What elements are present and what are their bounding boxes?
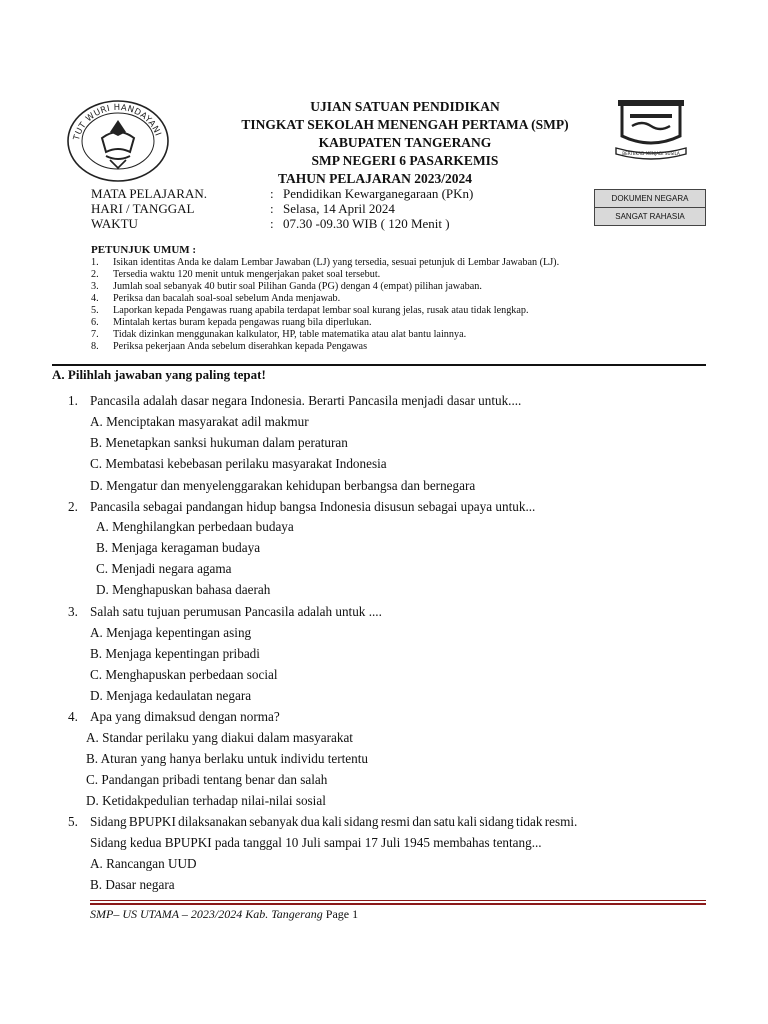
item-number: 4. bbox=[91, 293, 99, 304]
option-c[interactable]: C. Menghapuskan perbedaan social bbox=[90, 667, 278, 682]
question-number: 1. bbox=[68, 393, 78, 408]
option-d[interactable]: D. Ketidakpedulian terhadap nilai-nilai sosial bbox=[86, 793, 326, 808]
info-value: Selasa, 14 April 2024 bbox=[283, 201, 395, 216]
option-a[interactable]: A. Menciptakan masyarakat adil makmur bbox=[90, 414, 309, 429]
exam-header-title bbox=[150, 98, 660, 188]
question-number: 3. bbox=[68, 604, 78, 619]
option-c[interactable]: C. Pandangan pribadi tentang benar dan salah bbox=[86, 772, 328, 787]
footer-rule bbox=[90, 903, 706, 905]
question-5-continued: Sidang kedua BPUPKI pada tanggal 10 Juli sampai 17 Juli 1945 membahas tentang... bbox=[90, 835, 542, 850]
item-text: Periksa dan bacalah soal-soal sebelum Anda menjawab. bbox=[113, 293, 341, 304]
info-value: 07.30 -09.30 WIB ( 120 Menit ) bbox=[283, 216, 450, 231]
option-a[interactable]: A. Menghilangkan perbedaan budaya bbox=[96, 519, 294, 534]
page-footer bbox=[90, 907, 358, 922]
option-a[interactable]: A. Rancangan UUD bbox=[90, 856, 197, 871]
question-number: 4. bbox=[68, 709, 78, 724]
item-text: Tidak dizinkan menggunakan kalkulator, HP, table matematika atau alat bantu lainnya. bbox=[113, 329, 467, 340]
logo-left-text: TUT WURI HANDAYANI bbox=[71, 102, 163, 142]
item-number: 5. bbox=[91, 305, 99, 316]
title-line-4: SMP NEGERI 6 PASARKEMIS bbox=[311, 153, 499, 168]
page-number: Page 1 bbox=[325, 907, 359, 921]
section-title: A. Pilihlah jawaban yang paling tepat! bbox=[52, 367, 266, 382]
item-number: 1. bbox=[91, 257, 99, 268]
info-label: WAKTU bbox=[91, 216, 138, 231]
question-text: Salah satu tujuan perumusan Pancasila adalah untuk .... bbox=[90, 604, 382, 619]
question-text: Pancasila sebagai pandangan hidup bangsa Indonesia disusun sebagai upaya untuk... bbox=[90, 499, 536, 514]
option-a[interactable]: A. Standar perilaku yang diakui dalam masyarakat bbox=[86, 730, 353, 745]
option-b[interactable]: B. Menjaga kepentingan pribadi bbox=[90, 646, 260, 661]
info-colon: : bbox=[270, 186, 274, 201]
item-number: 6. bbox=[91, 317, 99, 328]
item-text: Mintalah kertas buram kepada pengawas ruang bila diperlukan. bbox=[113, 317, 372, 328]
item-text: Isikan identitas Anda ke dalam Lembar Jawaban (LJ) yang tersedia, sesuai petunjuk di Lembar Jawaban (LJ). bbox=[113, 257, 560, 268]
info-label: MATA PELAJARAN. bbox=[91, 186, 207, 201]
section-divider bbox=[52, 364, 706, 366]
info-label: HARI / TANGGAL bbox=[91, 201, 195, 216]
info-colon: : bbox=[270, 201, 274, 216]
petunjuk-title: PETUNJUK UMUM : bbox=[91, 244, 197, 256]
question-number: 5. bbox=[68, 814, 78, 829]
item-text: Periksa pekerjaan Anda sebelum diserahkan kepada Pengawas bbox=[113, 341, 368, 352]
question-number: 2. bbox=[68, 499, 78, 514]
option-c[interactable]: C. Membatasi kebebasan perilaku masyarakat Indonesia bbox=[90, 456, 387, 471]
option-d[interactable]: D. Menghapuskan bahasa daerah bbox=[96, 582, 271, 597]
title-line-1: UJIAN SATUAN PENDIDIKAN bbox=[310, 99, 500, 114]
item-text: Tersedia waktu 120 menit untuk mengerjakan paket soal tersebut. bbox=[113, 269, 381, 280]
option-d[interactable]: D. Menjaga kedaulatan negara bbox=[90, 688, 252, 703]
stamp-sangat-rahasia: SANGAT RAHASIA bbox=[594, 207, 706, 226]
question-text: Pancasila adalah dasar negara Indonesia. Berarti Pancasila menjadi dasar untuk.... bbox=[90, 393, 522, 408]
option-b[interactable]: B. Dasar negara bbox=[90, 877, 175, 892]
footer-rule bbox=[90, 900, 706, 901]
item-number: 2. bbox=[91, 269, 99, 280]
footer-label: SMP– US UTAMA – 2023/2024 Kab. Tangerang bbox=[90, 907, 323, 921]
item-text: Jumlah soal sebanyak 40 butir soal Pilihan Ganda (PG) dengan 4 (empat) pilihan jawaban. bbox=[113, 281, 482, 292]
title-line-5: TAHUN PELAJARAN 2023/2024 bbox=[277, 171, 472, 186]
item-number: 7. bbox=[91, 329, 99, 340]
title-line-2: TINGKAT SEKOLAH MENENGAH PERTAMA (SMP) bbox=[241, 117, 569, 132]
info-colon: : bbox=[270, 216, 274, 231]
stamp-dokumen-negara: DOKUMEN NEGARA bbox=[594, 189, 706, 208]
question-text: Apa yang dimaksud dengan norma? bbox=[90, 709, 280, 724]
option-a[interactable]: A. Menjaga kepentingan asing bbox=[90, 625, 252, 640]
title-line-3: KABUPATEN TANGERANG bbox=[318, 135, 492, 150]
item-number: 8. bbox=[91, 341, 99, 352]
item-number: 3. bbox=[91, 281, 99, 292]
question-text: Sidang BPUPKI dilaksanakan sebanyak dua kali sidang resmi dan satu kali sidang tidak resmi. bbox=[90, 814, 578, 829]
logo-right-motto: BERTEKAD MENJADI SUSILA bbox=[622, 151, 680, 156]
info-value: Pendidikan Kewarganegaraan (PKn) bbox=[283, 186, 474, 201]
option-c[interactable]: C. Menjadi negara agama bbox=[96, 561, 232, 576]
option-b[interactable]: B. Aturan yang hanya berlaku untuk individu tertentu bbox=[86, 751, 369, 766]
item-text: Laporkan kepada Pengawas ruang apabila terdapat lembar soal kurang jelas, rusak atau tidak lengkap. bbox=[113, 305, 529, 316]
option-b[interactable]: B. Menjaga keragaman budaya bbox=[96, 540, 261, 555]
option-b[interactable]: B. Menetapkan sanksi hukuman dalam peraturan bbox=[90, 435, 348, 450]
option-d[interactable]: D. Mengatur dan menyelenggarakan kehidupan berbangsa dan bernegara bbox=[90, 478, 476, 493]
